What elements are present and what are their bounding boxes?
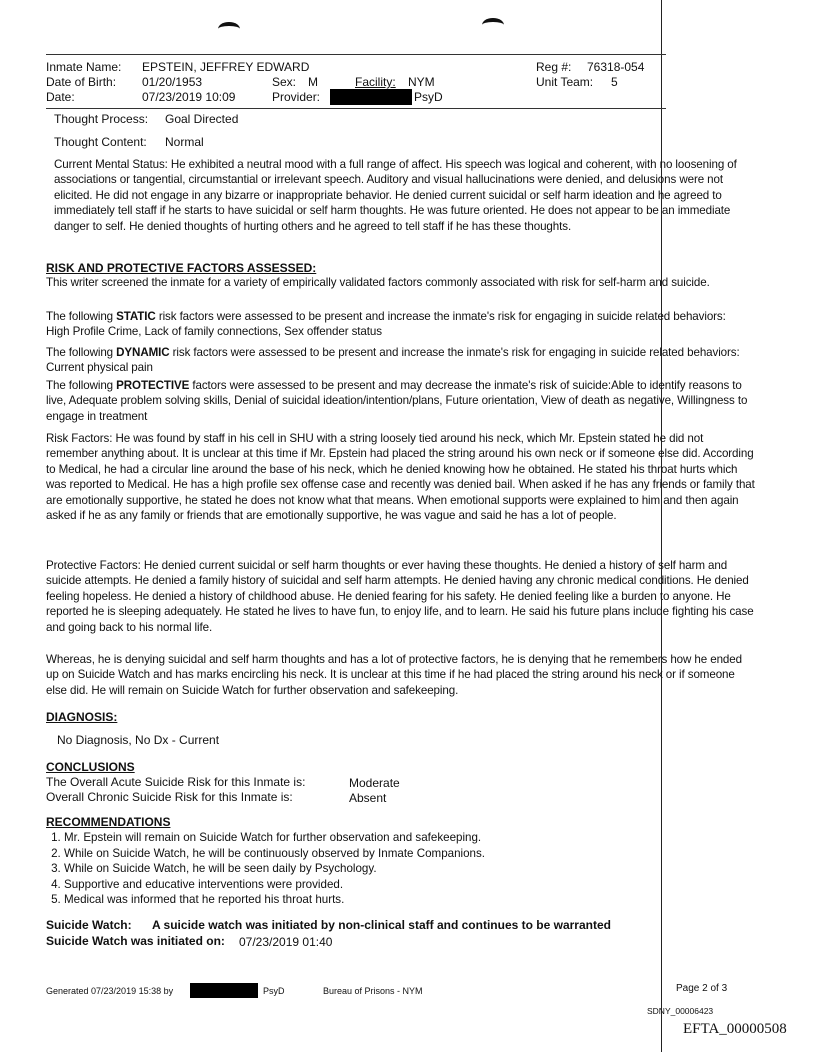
risk-factors-text: Risk Factors: He was found by staff in his cell in SHU with a string loosely tied around his neck, which Mr. Epstein stated he did not remember anything about. It is unclear at this time if Mr. Epstein had placed the string around his own neck or if someone else did. According to Medical, he had a circular line around the base of his neck, which he denied knowing how he obtained. He stated his throat hurts which was reported to Medical. He has a high profile sex offense case and recently was denied bail. When asked if he has any friends or family that are emotionally supportive, he stated he does not know what that means. When emotional supports were explained to him and then again asked if he as any family or friends that are emotionally supportive, he was vague and said he has a lot of people. xyxy=(46,432,755,523)
page-number: Page 2 of 3 xyxy=(676,983,728,994)
generated-by: Generated 07/23/2019 15:38 by xyxy=(46,986,174,996)
unit-team-label: Unit Team: xyxy=(536,75,594,89)
inmate-name-label: Inmate Name: xyxy=(46,60,122,74)
conclusions-heading: CONCLUSIONS xyxy=(46,760,135,774)
efta-bates-number: EFTA_00000508 xyxy=(683,1021,787,1037)
recommendations-list xyxy=(46,830,606,908)
patient-header xyxy=(46,60,666,108)
punch-hole-mark-right xyxy=(482,18,504,32)
generated-by-redaction xyxy=(190,983,258,998)
dob: 01/20/1953 xyxy=(142,75,203,89)
protective-factors-list: The following PROTECTIVE factors were assessed to be present and may decrease the inmate's risk of suicide:Able to identify reasons to live, Adequate problem solving skills, Denial of suicidal ideation/intention/plans, Future orientation, View of death as negative, Willingness to engage in treatment xyxy=(46,379,748,423)
inmate-name: EPSTEIN, JEFFREY EDWARD xyxy=(142,60,310,74)
acute-risk-label: The Overall Acute Suicide Risk for this Inmate is: xyxy=(46,775,306,789)
diagnosis-heading: DIAGNOSIS: xyxy=(46,710,118,724)
thought-content-value: Normal xyxy=(165,135,204,149)
recommendation-item: 2. While on Suicide Watch, he will be continuously observed by Inmate Companions. xyxy=(64,846,606,862)
recommendations-heading: RECOMMENDATIONS xyxy=(46,815,171,829)
recommendation-item: 3. While on Suicide Watch, he will be seen daily by Psychology. xyxy=(64,861,606,877)
recommendation-item: 4. Supportive and educative interventions were provided. xyxy=(64,877,606,893)
recommendation-item: 1. Mr. Epstein will remain on Suicide Watch for further observation and safekeeping. xyxy=(64,830,606,846)
thought-content-label: Thought Content: xyxy=(54,135,147,149)
dob-label: Date of Birth: xyxy=(46,75,117,89)
reg-label: Reg #: xyxy=(536,60,572,74)
sex: M xyxy=(308,75,318,89)
header-top-rule xyxy=(46,54,666,55)
protective-factors-text: Protective Factors: He denied current suicidal or self harm thoughts or ever having these thoughts. He denied a history of self harm and suicide attempts. He denied a family history of suicidal and self harm attempts. He denied having any chronic medical conditions. He denied feeling hopeless. He denied a history of childhood abuse. He denied fearing for his safety. He denied feeling like a burden to anyone. He reported he is sleeping adequately. He stated he lives to have fun, to enjoy life, and to learn. He said his future plans include fighting his case and going back to his normal life. xyxy=(46,559,754,634)
risk-intro: This writer screened the inmate for a variety of empirically validated factors commonly associated with risk for self-harm and suicide. xyxy=(46,276,710,289)
static-factors: The following STATIC risk factors were assessed to be present and increase the inmate's risk for engaging in suicide related behaviors: High Profile Crime, Lack of family connections, Sex offender status xyxy=(46,310,726,339)
diagnosis-text: No Diagnosis, No Dx - Current xyxy=(57,733,220,747)
thought-process-value: Goal Directed xyxy=(165,112,239,126)
generated-psyd: PsyD xyxy=(263,986,285,996)
bureau-label: Bureau of Prisons - NYM xyxy=(323,986,423,996)
header-bottom-rule xyxy=(46,108,666,109)
unit-team: 5 xyxy=(611,75,618,89)
suicide-watch-initiated-date: 07/23/2019 01:40 xyxy=(239,935,333,949)
facility-label: Facility: xyxy=(355,75,396,89)
provider-label: Provider: xyxy=(272,90,321,104)
risk-heading: RISK AND PROTECTIVE FACTORS ASSESSED: xyxy=(46,261,317,275)
acute-risk-value: Moderate xyxy=(349,776,400,790)
date: 07/23/2019 10:09 xyxy=(142,90,236,104)
recommendation-item: 5. Medical was informed that he reported his throat hurts. xyxy=(64,892,606,908)
punch-hole-mark-left xyxy=(218,22,240,36)
provider-suffix: PsyD xyxy=(414,90,443,104)
date-label: Date: xyxy=(46,90,75,104)
reg-number: 76318-054 xyxy=(587,60,645,74)
mental-status-text: Current Mental Status: He exhibited a neutral mood with a full range of affect. His speech was logical and coherent, with no loosening of associations or tangential, circumstantial or irrelevant speech. Auditory and visual hallucinations were denied, and delusions were not elicited. He did not engage in any bizarre or inappropriate behavior. He denied current suicidal or self harm ideation and he agreed to immediately tell staff if he starts to have suicidal or self harm thoughts. He was future oriented. He does not appear to be an immediate danger to self. He denied thoughts of hurting others and he agreed to tell staff if he has these thoughts. xyxy=(54,158,737,233)
provider-redaction xyxy=(330,89,412,105)
suicide-watch-initiated-label: Suicide Watch was initiated on: xyxy=(46,934,225,948)
facility: NYM xyxy=(408,75,435,89)
suicide-watch-text: A suicide watch was initiated by non-clinical staff and continues to be warranted xyxy=(152,918,611,932)
sdny-bates-number: SDNY_00006423 xyxy=(647,1006,714,1016)
whereas-text: Whereas, he is denying suicidal and self harm thoughts and has a lot of protective factors, he is denying that he remembers how he ended up on Suicide Watch and has marks encircling his neck. It is unclear at this time if he had placed the string around his neck or if someone else did. He will remain on Suicide Watch for further observation and safekeeping. xyxy=(46,653,742,697)
chronic-risk-value: Absent xyxy=(349,791,387,805)
chronic-risk-label: Overall Chronic Suicide Risk for this Inmate is: xyxy=(46,790,293,804)
thought-process-label: Thought Process: xyxy=(54,112,149,126)
suicide-watch-label: Suicide Watch: xyxy=(46,918,132,932)
sex-label: Sex: xyxy=(272,75,297,89)
dynamic-factors: The following DYNAMIC risk factors were assessed to be present and increase the inmate's risk for engaging in suicide related behaviors: Current physical pain xyxy=(46,346,740,375)
